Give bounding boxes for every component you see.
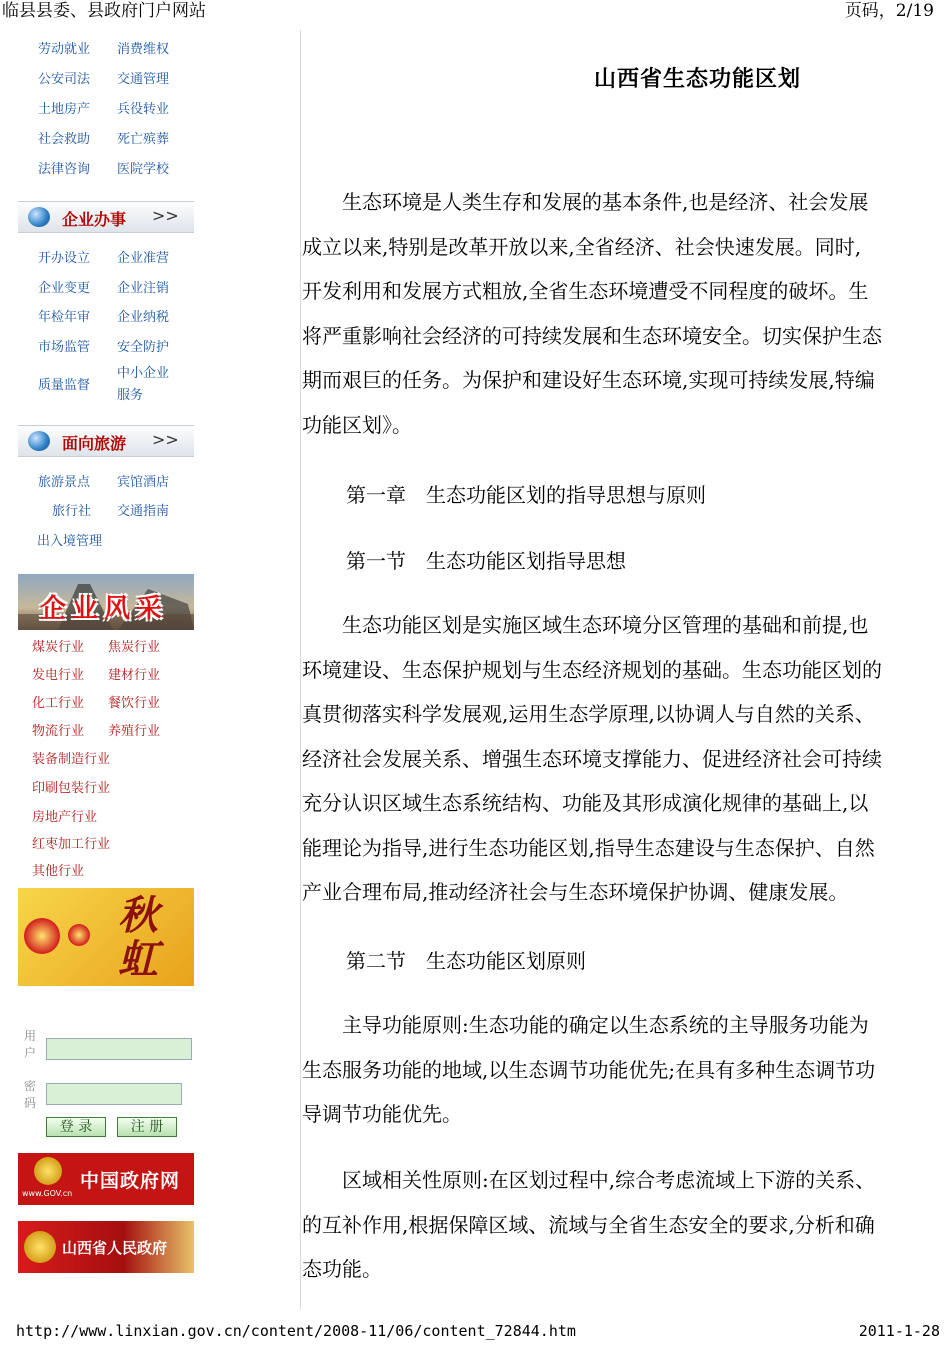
- text-line: 能理论为指导,进行生态功能区划,指导生态建设与生态保护、自然: [302, 835, 875, 860]
- globe-icon: [28, 431, 50, 451]
- banner-text: 山西省人民政府: [62, 1239, 168, 1257]
- more-arrow-icon[interactable]: >>: [152, 430, 179, 449]
- shanxi-gov-banner[interactable]: [18, 1221, 194, 1273]
- section-heading: 第二节 生态功能区划原则: [346, 949, 586, 973]
- sidebar-link[interactable]: 兵役转业: [117, 102, 170, 117]
- sidebar-link[interactable]: 开办设立: [38, 251, 91, 266]
- column-divider: [300, 30, 301, 1310]
- text-line: 开发利用和发展方式粗放,全省生态环境遭受不同程度的破坏。生: [302, 279, 869, 303]
- page-indicator: 页码，2/19: [844, 1, 934, 21]
- text-line: 导调节功能优先。: [302, 1102, 462, 1126]
- sidebar-link[interactable]: 劳动就业: [38, 42, 91, 57]
- qiuhong-banner[interactable]: [18, 888, 194, 986]
- text-line: 环境建设、生态保护规划与生态经济规划的基础。生态功能区划的: [302, 657, 882, 682]
- sidebar-link[interactable]: 交通管理: [117, 72, 170, 87]
- banner-text: 中国政府网: [80, 1170, 181, 1192]
- national-emblem-icon: [34, 1157, 62, 1185]
- sidebar-link[interactable]: 中小企业服务: [117, 366, 170, 403]
- sidebar-link[interactable]: 企业纳税: [117, 310, 170, 325]
- text-line: 态功能。: [302, 1257, 382, 1281]
- industry-link[interactable]: 房地产行业: [32, 810, 98, 825]
- industry-link[interactable]: 印刷包装行业: [32, 781, 111, 796]
- industry-link[interactable]: 煤炭行业: [32, 640, 85, 655]
- username-label: 用户: [24, 1029, 37, 1060]
- banner-text: 企业风采: [40, 594, 169, 624]
- sidebar-link[interactable]: 企业注销: [117, 281, 170, 296]
- sidebar-link[interactable]: 年检年审: [38, 310, 91, 325]
- national-emblem-icon: [24, 1231, 56, 1263]
- page-url: http://www.linxian.gov.cn/content/2008-11/06/content_72844.htm: [16, 1322, 576, 1340]
- sidebar-link[interactable]: 法律咨询: [38, 162, 91, 177]
- text-line: 经济社会发展关系、增强生态环境支撑能力、促进经济社会可持续: [302, 746, 882, 771]
- principle-paragraph: [302, 1003, 942, 1137]
- text-line: 生态环境是人类生存和发展的基本条件,也是经济、社会发展: [302, 190, 869, 214]
- password-label: 密码: [24, 1079, 37, 1110]
- industry-link[interactable]: 红枣加工行业: [32, 837, 111, 852]
- text-line: 充分认识区域生态系统结构、功能及其形成演化规律的基础上,以: [302, 791, 869, 815]
- text-line: 生态服务功能的地域,以生态调节功能优先;在具有多种生态调节功: [302, 1057, 876, 1082]
- sidebar-link[interactable]: 市场监管: [38, 340, 91, 355]
- sidebar-link[interactable]: 安全防护: [117, 340, 170, 355]
- text-line: 功能区划》。: [302, 412, 412, 437]
- sidebar-link[interactable]: 土地房产: [38, 102, 91, 117]
- text-line: 真贯彻落实科学发展观,运用生态学原理,以协调人与自然的关系、: [302, 702, 875, 726]
- sidebar-link[interactable]: 死亡殡葬: [117, 132, 170, 147]
- sidebar-link[interactable]: 社会救助: [38, 132, 91, 147]
- print-date: 2011-1-28: [858, 1322, 940, 1340]
- banner-url: www.GOV.cn: [22, 1189, 73, 1198]
- industry-link[interactable]: 养殖行业: [108, 724, 161, 739]
- register-button[interactable]: 注 册: [117, 1117, 177, 1137]
- industry-link[interactable]: 化工行业: [32, 696, 85, 711]
- text-line: 期而艰巨的任务。为保护和建设好生态环境,实现可持续发展,特编: [302, 368, 875, 392]
- sidebar-link[interactable]: 企业变更: [38, 281, 91, 296]
- emblem-icon: [68, 924, 90, 946]
- more-arrow-icon[interactable]: >>: [152, 206, 179, 225]
- principle-paragraph: [302, 1158, 942, 1292]
- banner-text: 秋虹: [118, 892, 158, 983]
- sidebar-link[interactable]: 企业准营: [117, 251, 170, 266]
- text-line: 的互补作用,根据保障区域、流域与全省生态安全的要求,分析和确: [302, 1212, 875, 1237]
- section-header-enterprise[interactable]: [18, 201, 194, 233]
- article-intro: [302, 180, 942, 447]
- chapter-heading: 第一章 生态功能区划的指导思想与原则: [346, 483, 706, 507]
- industry-link[interactable]: 物流行业: [32, 724, 85, 739]
- corp-style-banner[interactable]: [18, 574, 194, 630]
- section-title: 面向旅游: [62, 434, 127, 453]
- emblem-icon: [24, 918, 60, 954]
- article-title: 山西省生态功能区划: [594, 66, 802, 92]
- text-line: 将严重影响社会经济的可持续发展和生态环境安全。切实保护生态: [302, 323, 882, 348]
- text-line: 主导功能原则:生态功能的确定以生态系统的主导服务功能为: [302, 1013, 869, 1037]
- sidebar-link[interactable]: 质量监督: [38, 378, 91, 393]
- username-input[interactable]: [46, 1038, 192, 1060]
- sidebar-link[interactable]: 出入境管理: [37, 534, 103, 549]
- sidebar-link[interactable]: 宾馆酒店: [117, 475, 170, 490]
- sidebar-link[interactable]: 交通指南: [117, 504, 170, 519]
- sidebar-link[interactable]: 医院学校: [117, 162, 170, 177]
- section-header-tourism[interactable]: [18, 425, 194, 457]
- industry-link[interactable]: 餐饮行业: [108, 696, 161, 711]
- text-line: 产业合理布局,推动经济社会与生态环境保护协调、健康发展。: [302, 880, 849, 904]
- globe-icon: [28, 207, 50, 227]
- sidebar-link[interactable]: 旅行社: [52, 504, 92, 519]
- section1-body: [302, 603, 942, 915]
- sidebar-link[interactable]: 消费维权: [117, 42, 170, 57]
- sidebar-link[interactable]: 公安司法: [38, 72, 91, 87]
- sidebar-link[interactable]: 旅游景点: [38, 475, 91, 490]
- industry-link[interactable]: 发电行业: [32, 668, 85, 683]
- industry-link[interactable]: 装备制造行业: [32, 752, 111, 767]
- password-input[interactable]: [46, 1083, 182, 1105]
- section-title: 企业办事: [62, 210, 127, 229]
- industry-link[interactable]: 建材行业: [108, 668, 161, 683]
- industry-link[interactable]: 焦炭行业: [108, 640, 161, 655]
- gov-cn-banner[interactable]: [18, 1153, 194, 1205]
- text-line: 区域相关性原则:在区划过程中,综合考虑流域上下游的关系、: [302, 1168, 876, 1192]
- section-heading: 第一节 生态功能区划指导思想: [346, 549, 626, 573]
- text-line: 生态功能区划是实施区域生态环境分区管理的基础和前提,也: [302, 613, 869, 637]
- login-button[interactable]: 登 录: [46, 1117, 106, 1137]
- text-line: 成立以来,特别是改革开放以来,全省经济、社会快速发展。同时,: [302, 234, 862, 259]
- industry-link[interactable]: 其他行业: [32, 864, 85, 879]
- site-title: 临县县委、县政府门户网站: [2, 1, 206, 21]
